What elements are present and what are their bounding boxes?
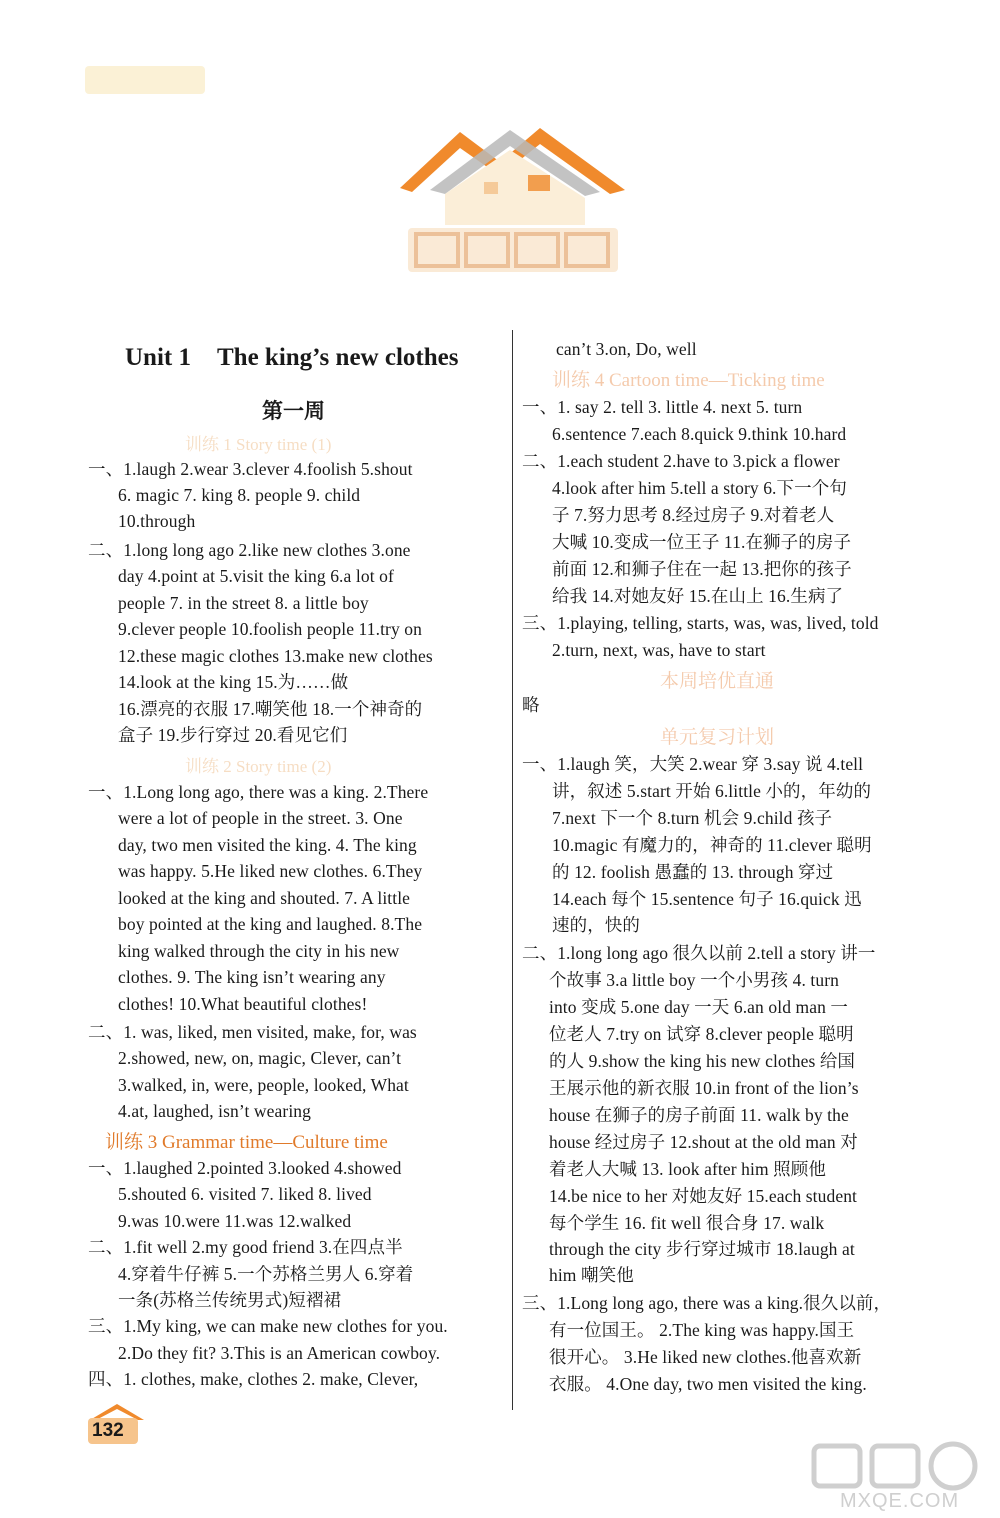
text-line: 9.clever people 10.foolish people 11.try on (118, 619, 422, 639)
faint-heading-training-2: 训练 2 Story time (2) (185, 757, 332, 776)
text-line: 大喊 10.变成一位王子 11.在狮子的房子 (552, 532, 852, 552)
text-line: 二、1. was, liked, men visited, make, for, was (88, 1022, 417, 1042)
text-line: 12.these magic clothes 13.make new clothes (118, 646, 433, 666)
text-line: 王展示他的新衣服 10.in front of the lion’s (549, 1078, 859, 1098)
text-line: 位老人 7.try on 试穿 8.clever people 聪明 (549, 1024, 854, 1044)
watermark-text: MXQE.COM (840, 1490, 960, 1512)
text-line: 14.look at the king 15.为……做 (118, 672, 349, 692)
unit-label: Unit 1 (125, 344, 191, 371)
faint-heading-training-1: 训练 1 Story time (1) (185, 435, 332, 454)
text-line: 4.look after him 5.tell a story 6.下一个句 (552, 478, 847, 498)
text-line: house 在狮子的房子前面 11. walk by the (549, 1105, 849, 1125)
text-line: 衣服。 4.One day, two men visited the king. (549, 1374, 867, 1394)
text-line: 的人 9.show the king his new clothes 给国 (549, 1051, 856, 1071)
text-line: 二、1.fit well 2.my good friend 3.在四点半 (88, 1237, 403, 1257)
section-heading-unit-review: 单元复习计划 (660, 727, 775, 748)
text-line: were a lot of people in the street. 3. One (118, 808, 403, 828)
text-line: 很开心。 3.He liked new clothes.他喜欢新 (549, 1347, 862, 1367)
text-line: 略 (522, 695, 540, 715)
text-line: 一、1.laugh 笑，大笑 2.wear 穿 3.say 说 4.tell (522, 754, 864, 774)
text-line: people 7. in the street 8. a little boy (118, 593, 369, 613)
text-line: 4.穿着牛仔裤 5.一个苏格兰男人 6.穿着 (118, 1264, 414, 1284)
text-line: 4.at, laughed, isn’t wearing (118, 1101, 311, 1121)
unit-title (125, 344, 458, 372)
text-line: 14.be nice to her 对她友好 15.each student (549, 1186, 858, 1206)
page-number: 132 (92, 1420, 124, 1441)
week-title: 第一周 (262, 399, 325, 423)
text-line: house 经过房子 12.shout at the old man 对 (549, 1132, 858, 1152)
text-line: 个故事 3.a little boy 一个小男孩 4. turn (549, 970, 839, 990)
text-line: 2.turn, next, was, have to start (552, 640, 766, 660)
text-line: 一、1.laughed 2.pointed 3.looked 4.showed (88, 1158, 402, 1178)
text-line: 着老人大喊 13. look after him 照顾他 (549, 1159, 826, 1179)
text-line: 给我 14.对她友好 15.在山上 16.生病了 (552, 586, 844, 606)
text-line: 三、1.playing, telling, starts, was, was, lived, told (522, 613, 879, 633)
text-line: 一、1.laugh 2.wear 3.clever 4.foolish 5.shout (88, 459, 413, 479)
text-line: looked at the king and shouted. 7. A little (118, 888, 411, 908)
text-line: 2.showed, new, on, magic, Clever, can’t (118, 1048, 402, 1068)
text-line: 二、1.each student 2.have to 3.pick a flower (522, 451, 840, 471)
text-line: 有一位国王。 2.The king was happy.国王 (549, 1320, 855, 1340)
text-line: king walked through the city in his new (118, 941, 400, 961)
text-line: can’t 3.on, Do, well (556, 339, 697, 359)
text-line: 速的，快的 (552, 915, 640, 935)
section-heading-training-3: 训练 3 Grammar time—Culture time (105, 1132, 388, 1153)
corner-faint-logo (85, 60, 215, 100)
text-line: day, two men visited the king. 4. The king (118, 835, 417, 855)
text-line: into 变成 5.one day 一天 6.an old man 一 (549, 997, 849, 1017)
text-line: 四、1. clothes, make, clothes 2. make, Clever, (88, 1369, 419, 1389)
text-line: 盒子 19.步行穿过 20.看见它们 (118, 725, 348, 745)
text-line: 10.through (118, 511, 196, 531)
unit-name: The king’s new clothes (216, 344, 459, 371)
text-line: 9.was 10.were 11.was 12.walked (118, 1211, 352, 1231)
column-divider (512, 330, 513, 1410)
text-line: day 4.point at 5.visit the king 6.a lot of (118, 566, 394, 586)
text-line: 14.each 每个 15.sentence 句子 16.quick 迅 (552, 889, 862, 909)
text-line: 的 12. foolish 愚蠢的 13. through 穿过 (552, 862, 834, 882)
text-line: 6.sentence 7.each 8.quick 9.think 10.hard (552, 424, 847, 444)
text-line: 6. magic 7. king 8. people 9. child (118, 485, 361, 505)
text-line: was happy. 5.He liked new clothes. 6.They (118, 861, 423, 881)
text-line: 7.next 下一个 8.turn 机会 9.child 孩子 (552, 808, 833, 828)
text-line: 二、1.long long ago 2.like new clothes 3.one (88, 540, 411, 560)
text-line: 二、1.long long ago 很久以前 2.tell a story 讲一 (522, 943, 876, 963)
text-line: 16.漂亮的衣服 17.嘲笑他 18.一个神奇的 (118, 699, 423, 719)
text-line: 三、1.My king, we can make new clothes for you. (88, 1316, 448, 1336)
text-line: 讲，叙述 5.start 开始 6.little 小的，年幼的 (552, 781, 872, 801)
text-line: 一、1. say 2. tell 3. little 4. next 5. turn (522, 397, 803, 417)
section-heading-training-4: 训练 4 Cartoon time—Ticking time (552, 370, 825, 391)
text-line: 每个学生 16. fit well 很合身 17. walk (549, 1213, 825, 1233)
text-line: 子 7.努力思考 8.经过房子 9.对着老人 (552, 505, 835, 525)
header-house-logo (390, 110, 640, 290)
text-line: 5.shouted 6. visited 7. liked 8. lived (118, 1184, 372, 1204)
section-heading-weekly: 本周培优直通 (660, 671, 775, 692)
text-line: through the city 步行穿过城市 18.laugh at (549, 1239, 855, 1259)
text-line: 前面 12.和狮子住在一起 13.把你的孩子 (552, 559, 852, 579)
text-line: clothes! 10.What beautiful clothes! (118, 994, 368, 1014)
text-line: 一、1.Long long ago, there was a king. 2.There (88, 782, 429, 802)
text-line: 2.Do they fit? 3.This is an American cowboy. (118, 1343, 441, 1363)
text-line: 10.magic 有魔力的，神奇的 11.clever 聪明 (552, 835, 872, 855)
text-line: 一条(苏格兰传统男式)短褶裙 (118, 1290, 342, 1310)
text-line: 3.walked, in, were, people, looked, What (118, 1075, 409, 1095)
page-number-badge (88, 1400, 146, 1446)
text-line: boy pointed at the king and laughed. 8.The (118, 914, 423, 934)
text-line: clothes. 9. The king isn’t wearing any (118, 967, 386, 987)
text-line: him 嘲笑他 (549, 1265, 634, 1285)
text-line: 三、1.Long long ago, there was a king.很久以前， (522, 1293, 892, 1313)
